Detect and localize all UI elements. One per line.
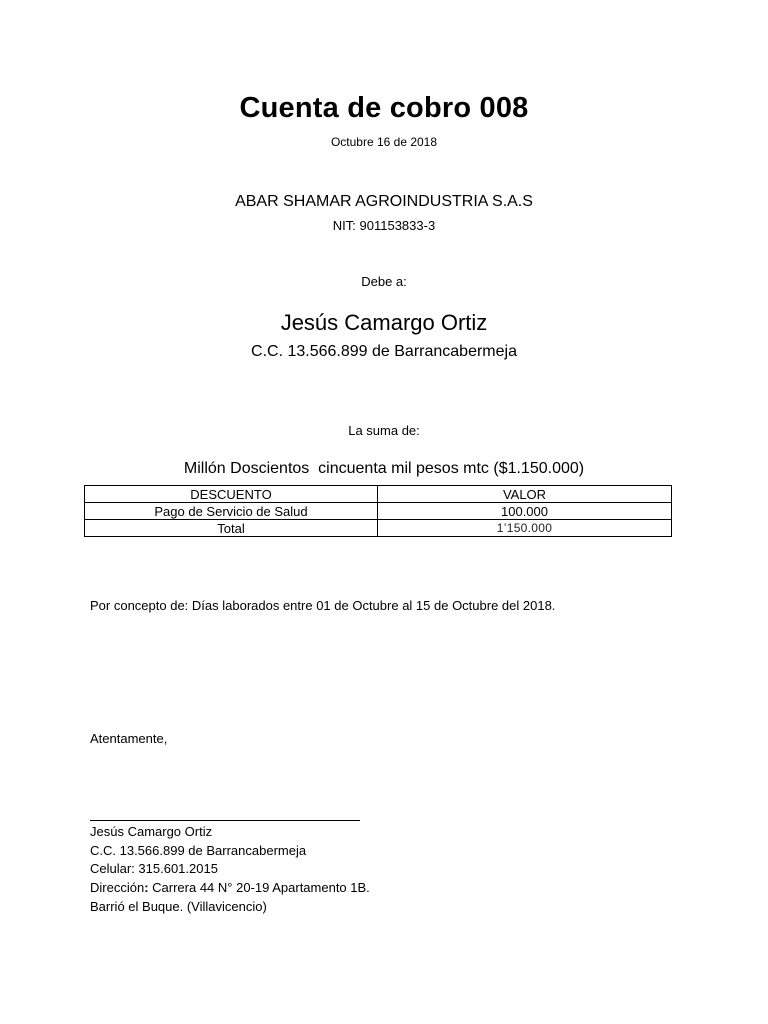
table-row-total [85, 520, 672, 537]
table-row [85, 503, 672, 520]
signature-address-value: Carrera 44 N° 20-19 Apartamento 1B. [148, 880, 370, 895]
address-colon: : [144, 880, 149, 895]
debtor-nit: NIT: 901153833-3 [332, 218, 436, 233]
table-cell-value: 100.000 [378, 503, 672, 520]
document-title: Cuenta de cobro 008 [239, 92, 529, 124]
sum-label: La suma de: [348, 423, 420, 438]
signature-line [90, 820, 360, 821]
amount-text: Millón Doscientos cincuenta mil pesos mtc ($1.150.000) [183, 460, 585, 477]
table-header-value: VALOR [378, 486, 672, 503]
signature-id: C.C. 13.566.899 de Barrancabermeja [90, 843, 307, 858]
owes-label: Debe a: [361, 274, 407, 289]
table-cell-total-label: Total [85, 520, 378, 537]
table-header-row [85, 486, 672, 503]
creditor-name: Jesús Camargo Ortiz [280, 310, 488, 335]
closing-text: Atentamente, [90, 731, 168, 746]
table-cell-total-value: 1’150.000 [378, 520, 672, 537]
table-cell-concept: Pago de Servicio de Salud [85, 503, 378, 520]
signature-address-label: Dirección [90, 880, 145, 895]
signature-neighborhood: Barrió el Buque. (Villavicencio) [90, 899, 267, 914]
debtor-company-name: ABAR SHAMAR AGROINDUSTRIA S.A.S [235, 193, 533, 210]
discount-table [84, 485, 672, 537]
concept-text: Por concepto de: Días laborados entre 01 de Octubre al 15 de Octubre del 2018. [90, 598, 556, 613]
creditor-id: C.C. 13.566.899 de Barrancabermeja [251, 343, 517, 360]
table-header-discount: DESCUENTO [85, 486, 378, 503]
signature-address [90, 880, 370, 895]
signature-phone: Celular: 315.601.2015 [90, 861, 218, 876]
signature-name: Jesús Camargo Ortiz [90, 824, 213, 839]
document-date: Octubre 16 de 2018 [330, 135, 438, 149]
